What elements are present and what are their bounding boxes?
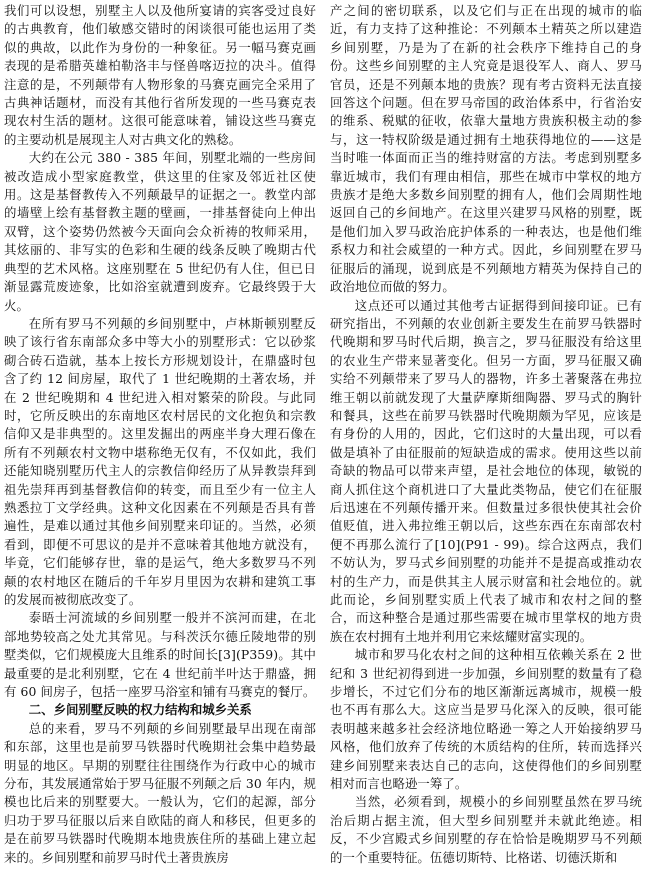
paragraph: 产之间的密切联系，以及它们与正在出现的城市的临近，有力支持了这种推论：不列颠本土精英之所以建造乡间别墅，乃是为了在新的社会秩序下维持自己的身份。这些乡间别墅的主人究竟是退役军人、商人、罗马官员，还是不列颠本地的贵族？现有考古资料无法直接回答这个问题。但在罗马帝国的政治体系中，行省治安的维系、税赋的征收，依靠大量地方贵族积极主动的参与，这一特权阶级是通过拥有土地获得地位的——这是当时唯一体面而正当的维持财富的方法。考虑到别墅多靠近城市，我们有理由相信，那些在城市中掌权的地方贵族才是绝大多数乡间别墅的拥有人，他们会周期性地返回自己的乡间地产。在这里兴建罗马风格的别墅，既是他们加入罗马政治庇护体系的一种表达，也是他们维系权力和社会威望的一种方式。因此，乡间别墅在罗马征服后的涌现，说到底是不列颠地方精英为保持自己的政治地位而做的努力。: [330, 3, 642, 295]
paragraph: 当然，必须看到，规模小的乡间别墅虽然在罗马统治后期占据主流，但大型乡间别墅并未就此绝迹。相反，不少宫殿式乡间别墅的存在恰恰是晚期罗马不列颠的一个重要特征。伍德切斯特、比格诺、切德沃斯和: [330, 794, 642, 865]
paragraph: 总的来看，罗马不列颠的乡间别墅最早出现在南部和东部，这里也是前罗马铁器时代晚期社会集中趋势最明显的地区。早期的别墅往往围绕作为行政中心的城市分布，其发展通常始于罗马征服不列颠之后 30 年内，规模也比后来的别墅要大。一般认为，它们的起源，部分归功于罗马征服以后来自欧陆的商人和移民，但更多的是在前罗马铁器时代晚期本地贵族住所的基础上建立起来的。乡间别墅和前罗马时代土著贵族房: [4, 720, 316, 865]
article-page: [4, 2, 642, 879]
paragraph: 泰晤士河流域的乡间别墅一般并不滨河而建，在北部地势较高之处尤其常见。与科茨沃尔德丘陵地带的别墅类似，它们规模庞大且维系的时间长[3](P359)。其中最重要的是北利别墅，它在 4 世纪前半叶达于鼎盛，拥有 60 间房子，包括一座罗马浴室和铺有马赛克的餐厅。: [4, 610, 316, 700]
section-heading: 二、乡间别墅反映的权力结构和城乡关系: [28, 702, 252, 718]
paragraph: 这点还可以通过其他考古证据得到间接印证。已有研究指出，不列颠的农业创新主要发生在前罗马铁器时代晚期和罗马时代后期，换言之，罗马征服没有给这里的农业生产带来显著变化。但另一方面，罗马征服又确实给不列颠带来了罗马人的器物，许多土著聚落在弗拉维王朝以前就发现了大量萨摩斯细陶器、罗马式的胸针和餐具，这些在前罗马铁器时代晚期颇为罕见，应该是有身份的人用的，因此，它们这时的大量出现，可以看做是填补了由征服前的短缺造成的需求。使用这些以前奇缺的物品可以带来声望，是社会地位的体现，敏锐的商人抓住这个商机进口了大量此类物品，使它们在征服后迅速在不列颠传播开来。但数量过多很快使其社会价值贬值，进入弗拉维王朝以后，这些东西在东南部农村便不再那么流行了[10](P91 - 99)。综合这两点，我们不妨认为，罗马式乡间别墅的功能并不是提高或推动农村的生产力，而是供其主人展示财富和社会地位的。就此而论，乡间别墅实质上代表了城市和农村之间的整合，而这种整合是通过那些需要在城市里掌权的地方贵族在农村拥有土地并利用它来炫耀财富实现的。: [330, 297, 642, 644]
left-column: [4, 2, 316, 879]
paragraph: 在所有罗马不列颠的乡间别墅中，卢林斯顿别墅反映了该行省东南部众多中等大小的别墅形式：它以砂浆砌合砖石造就，基本上按长方形规划设计，在鼎盛时包含了约 12 间房屋，取代了 1 世纪晚期的土著农场，并在 2 世纪晚期和 4 世纪进入相对繁荣的阶段。与此同时，它所反映出的东南地区农村居民的文化抱负和宗教信仰又是非典型的。这里发掘出的两座半身大理石像在所有不列颠农村文物中堪称绝无仅有，不仅如此，我们还能知晓别墅历代主人的宗教信仰经历了从异教崇拜到祖先崇拜再到基督教信仰的转变，而且至少有一位主人熟悉拉丁文学经典。这种文化因素在不列颠是否具有普遍性，是难以通过其他乡间别墅来印证的。当然，必须看到，即便不可思议的是并不意味着其他地方就没有，毕竟，它们能够存世，靠的是运气，绝大多数罗马不列颠的农村地区在随后的千年岁月里因为农耕和建筑工事的发展而被彻底改变了。: [4, 315, 316, 607]
paragraph: 大约在公元 380 - 385 年间，别墅北端的一些房间被改造成小型家庭教堂，供这里的住家及邻近社区使用。这是基督教传入不列颠最早的证据之一。教堂内部的墙壁上绘有基督教主题的壁画，一排基督徒向上伸出双臂，这个姿势仍然被今天面向会众祈祷的牧师采用，其炫丽的、非写实的色彩和生硬的线条反映了晚期古代典型的艺术风格。这座别墅在 5 世纪仍有人住，但已日渐显露荒废迹象，比如浴室就遭到废弃。它最终毁于大火。: [4, 150, 316, 313]
paragraph: 城市和罗马化农村之间的这种相互依赖关系在 2 世纪和 3 世纪初得到进一步加强，乡间别墅的数量有了稳步增长，不过它们分布的地区渐渐远离城市，规模一般也不再有那么大。这应当是罗马化深入的反映，很可能表明越来越多社会经济地位略逊一筹之人开始接纳罗马风格，他们放弃了传统的木质结构的住所，转而选择兴建乡间别墅来表达自己的志向，这使得他们的乡间别墅相对而言也略逊一筹了。: [330, 647, 642, 792]
right-column: [330, 2, 642, 879]
paragraph: 我们可以设想，别墅主人以及他所宴请的宾客受过良好的古典教育，他们敏感交错时的闲谈很可能也运用了类似的典故，以此作为身份的一种象征。另一幅马赛克画表现的是希腊英雄柏勒洛丰与怪兽喀迈拉的决斗。值得注意的是，不列颠带有人物形象的马赛克画完全采用了古典神话题材，而没有其他行省所发现的一些马赛克表现农村生活的题材。这很可能意味着，铺设这些马赛克的主要动机是展现主人对古典文化的熟稔。: [4, 3, 316, 147]
